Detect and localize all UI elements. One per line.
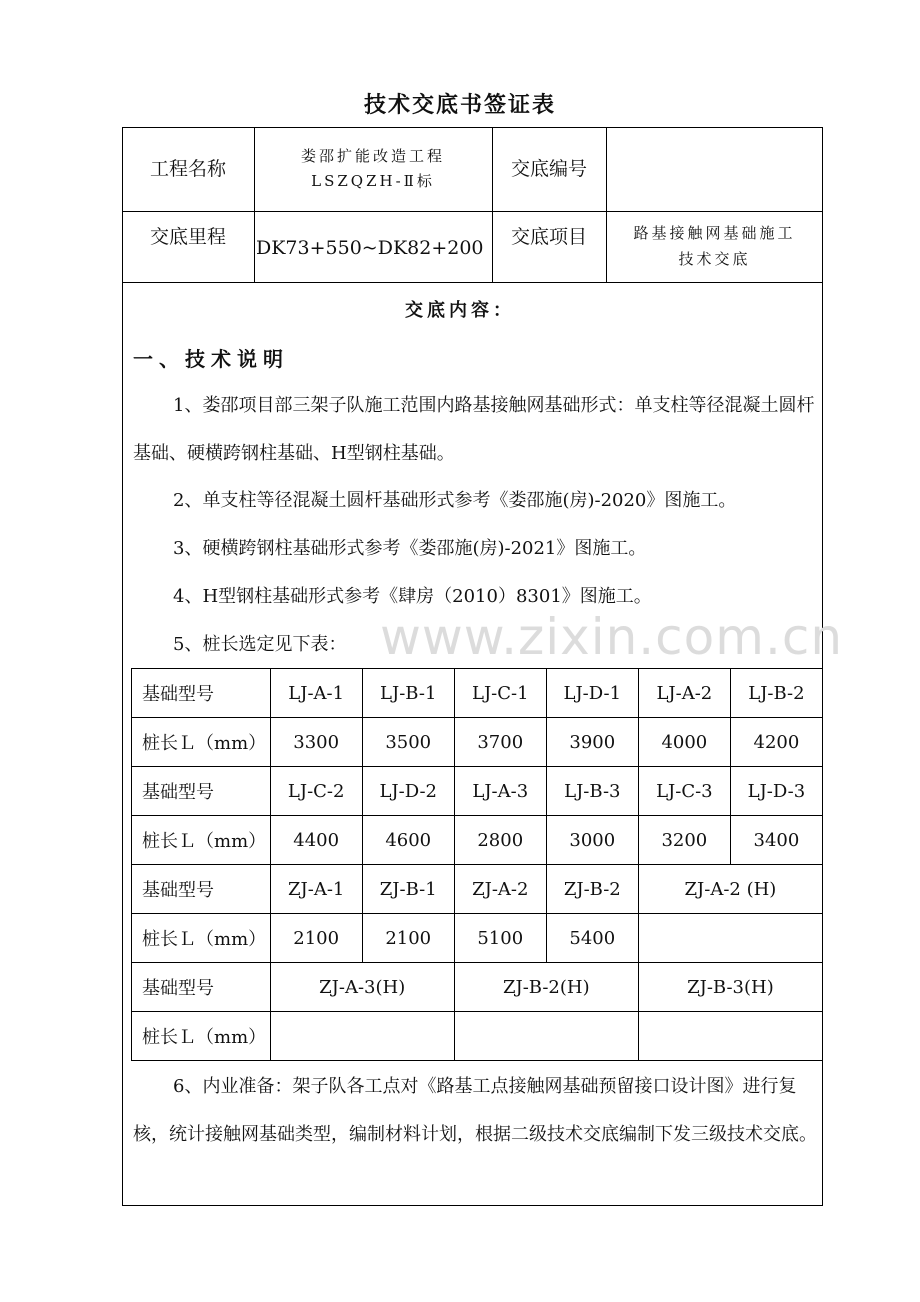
table-row: [132, 865, 823, 914]
length-label: 桩长Ｌ（mm）: [132, 816, 271, 865]
type-cell: ZJ-A-3(H): [270, 963, 454, 1012]
paragraph-1: 1、娄邵项目部三架子队施工范围内路基接触网基础形式：单支柱等径混凝土圆杆基础、硬横跨钢柱基础、H型钢柱基础。: [133, 395, 815, 464]
code-label: 交底编号: [510, 157, 587, 180]
table-row: [132, 914, 823, 963]
pile-table-wrap: [131, 668, 823, 1063]
type-cell: LJ-C-2: [270, 767, 362, 816]
length-cell: 3200: [638, 816, 730, 865]
type-cell: LJ-B-2: [730, 669, 822, 718]
type-cell: ZJ-A-2 (H): [638, 865, 822, 914]
project-name-label: 工程名称: [149, 157, 226, 180]
length-cell: 3300: [270, 718, 362, 767]
watermark: www.zixin.com.cn: [380, 608, 844, 666]
type-cell: ZJ-A-1: [270, 865, 362, 914]
project-name-value: [254, 127, 492, 211]
type-cell: ZJ-B-1: [362, 865, 454, 914]
length-cell: 3400: [730, 816, 822, 865]
mileage-value: DK73+550~DK82+200: [256, 236, 484, 259]
paragraph-3: 3、硬横跨钢柱基础形式参考《娄邵施(房)-2021》图施工。: [173, 538, 647, 559]
length-label: 桩长Ｌ（mm）: [132, 914, 271, 963]
type-cell: LJ-D-3: [730, 767, 822, 816]
type-cell: ZJ-B-3(H): [638, 963, 822, 1012]
length-label: 桩长Ｌ（mm）: [132, 718, 271, 767]
pile-length-table: [131, 668, 823, 1061]
paragraph-2: 2、单支柱等径混凝土圆杆基础形式参考《娄邵施(房)-2020》图施工。: [173, 490, 737, 511]
length-cell: 4400: [270, 816, 362, 865]
table-row: [132, 963, 823, 1012]
content-title: 交底内容：: [405, 300, 515, 321]
table-row: [132, 816, 823, 865]
length-cell: 4600: [362, 816, 454, 865]
type-cell: LJ-C-3: [638, 767, 730, 816]
length-cell: [454, 1012, 638, 1061]
type-label: 基础型号: [132, 767, 271, 816]
length-cell: 2100: [362, 914, 454, 963]
paragraph-4: 4、H型钢柱基础形式参考《肆房（2010）8301》图施工。: [173, 586, 652, 607]
type-cell: LJ-B-1: [362, 669, 454, 718]
length-cell: 2800: [454, 816, 546, 865]
length-cell: [270, 1012, 454, 1061]
mileage-label: 交底里程: [149, 225, 226, 248]
length-cell: 3700: [454, 718, 546, 767]
type-cell: LJ-D-1: [546, 669, 638, 718]
project-name-line1: 娄邵扩能改造工程: [300, 146, 445, 165]
type-label: 基础型号: [132, 963, 271, 1012]
code-value: [606, 127, 823, 211]
item-value: [606, 211, 823, 282]
length-label: 桩长Ｌ（mm）: [132, 1012, 271, 1061]
paragraph-6: 6、内业准备：架子队各工点对《路基工点接触网基础预留接口设计图》进行复核，统计接触网基础类型，编制材料计划，根据二级技术交底编制下发三级技术交底。: [133, 1076, 817, 1145]
length-cell: 3900: [546, 718, 638, 767]
table-row: [132, 718, 823, 767]
project-name-line2: LSZQZH-Ⅱ标: [311, 172, 435, 190]
type-label: 基础型号: [132, 865, 271, 914]
page-title: 技术交底书签证表: [363, 92, 556, 118]
length-cell: 3000: [546, 816, 638, 865]
type-cell: LJ-D-2: [362, 767, 454, 816]
length-cell: 4000: [638, 718, 730, 767]
table-row: [132, 669, 823, 718]
length-cell: 4200: [730, 718, 822, 767]
header-divider-2: [122, 282, 823, 283]
length-cell: 2100: [270, 914, 362, 963]
length-cell: 5400: [546, 914, 638, 963]
type-cell: LJ-A-3: [454, 767, 546, 816]
type-cell: LJ-C-1: [454, 669, 546, 718]
item-label: 交底项目: [510, 225, 587, 248]
section-heading: 一、技术说明: [133, 347, 289, 371]
paragraph-5: 5、桩长选定见下表：: [173, 634, 347, 655]
type-label: 基础型号: [132, 669, 271, 718]
type-cell: LJ-A-2: [638, 669, 730, 718]
type-cell: ZJ-A-2: [454, 865, 546, 914]
length-cell: [638, 1012, 822, 1061]
type-cell: ZJ-B-2(H): [454, 963, 638, 1012]
type-cell: LJ-B-3: [546, 767, 638, 816]
length-cell: [638, 914, 822, 963]
table-row: [132, 1012, 823, 1061]
length-cell: 3500: [362, 718, 454, 767]
type-cell: ZJ-B-2: [546, 865, 638, 914]
length-cell: 5100: [454, 914, 546, 963]
item-value-line1: 路基接触网基础施工: [633, 224, 796, 242]
table-row: [132, 767, 823, 816]
type-cell: LJ-A-1: [270, 669, 362, 718]
item-value-line2: 技术交底: [678, 249, 751, 268]
